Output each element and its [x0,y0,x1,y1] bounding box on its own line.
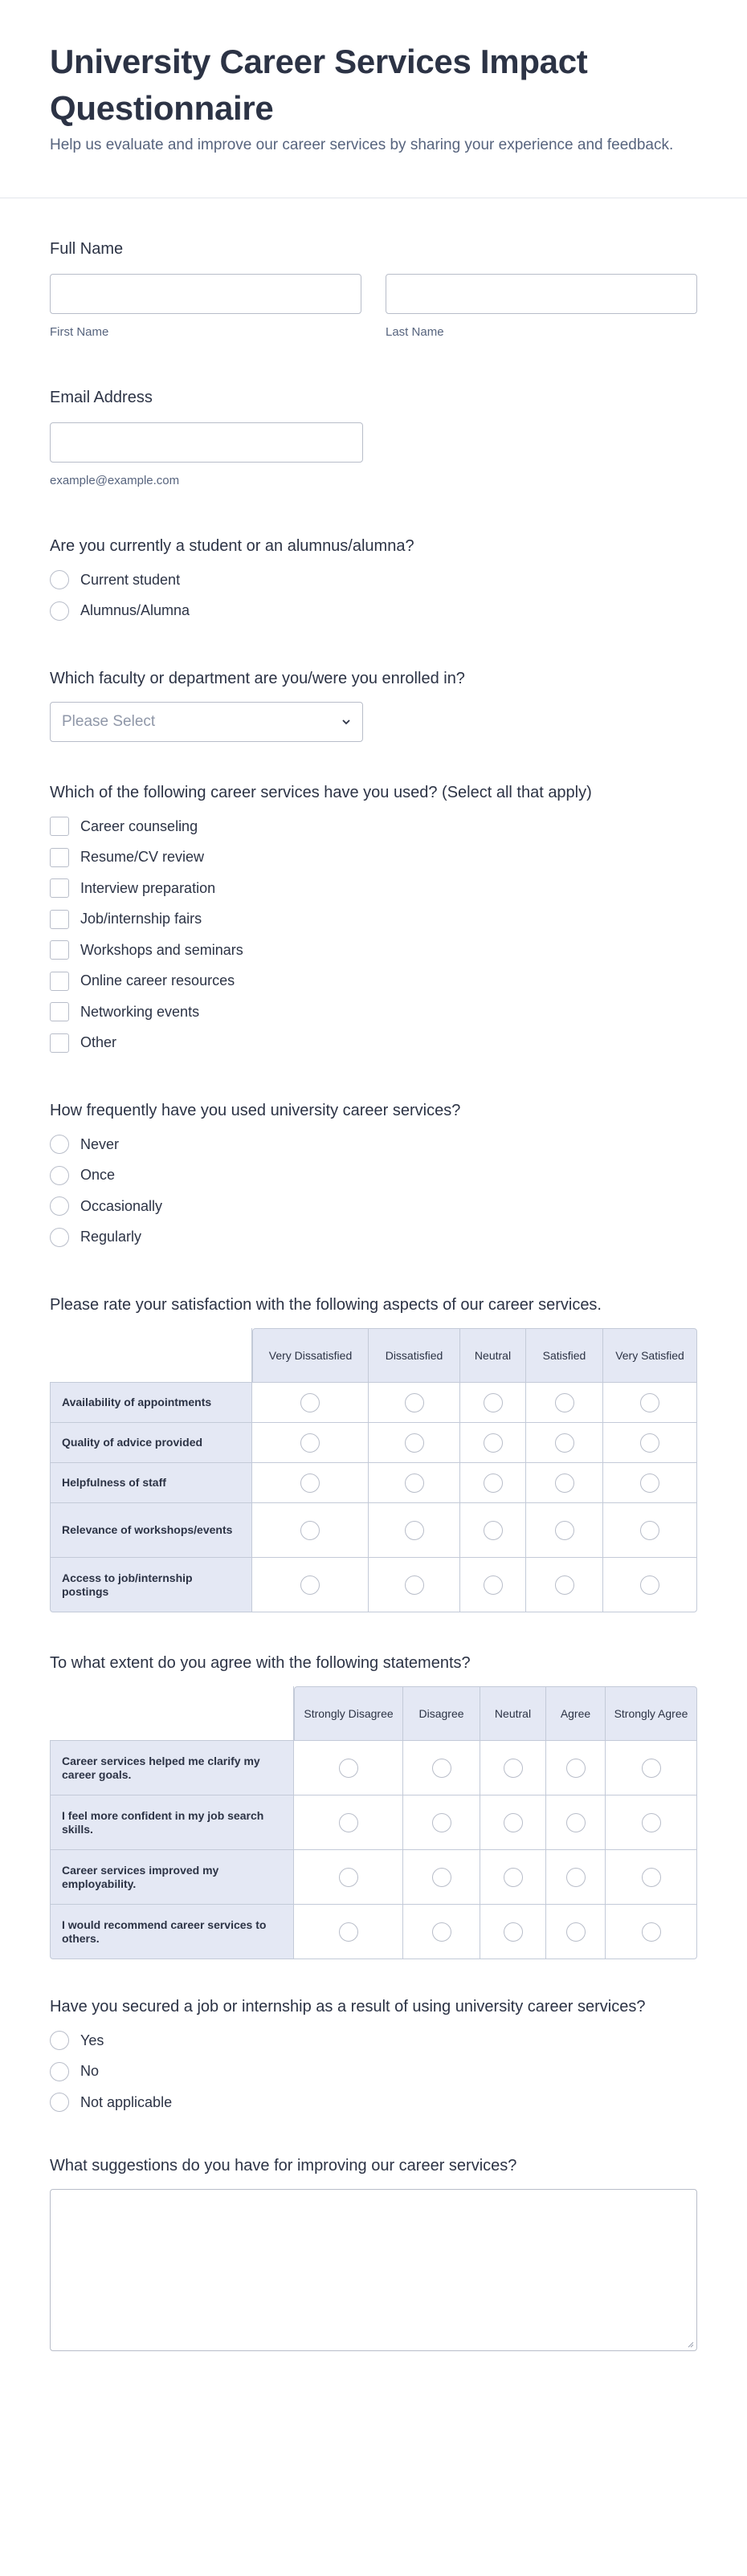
matrix-corner [50,1686,294,1741]
suggestions-field [50,2155,697,2351]
status-option[interactable] [50,596,697,627]
checkbox[interactable] [50,848,69,867]
last-name-sublabel: Last Name [386,325,444,339]
full-name-field [50,238,697,339]
option-label: Occasionally [80,1197,163,1214]
services-field [50,782,697,1058]
checkbox[interactable] [50,940,69,960]
radio-button[interactable] [50,1135,69,1154]
matrix-radio[interactable] [405,1473,424,1493]
option-label: Workshops and seminars [80,941,243,958]
radio-button[interactable] [50,1228,69,1247]
matrix-radio[interactable] [300,1393,320,1412]
matrix-column-header: Strongly Agree [606,1686,697,1741]
matrix-radio[interactable] [300,1575,320,1595]
matrix-radio[interactable] [640,1521,659,1540]
faculty-select[interactable] [50,702,363,742]
radio-button[interactable] [50,2062,69,2081]
matrix-radio[interactable] [405,1521,424,1540]
matrix-radio[interactable] [300,1473,320,1493]
matrix-radio[interactable] [405,1575,424,1595]
matrix-radio[interactable] [300,1521,320,1540]
first-name-sublabel: First Name [50,325,109,339]
form-content [0,198,747,2351]
matrix-radio[interactable] [484,1473,503,1493]
job-secured-option[interactable] [50,2056,697,2088]
matrix-radio[interactable] [504,1868,523,1887]
matrix-column-header: Strongly Disagree [294,1686,403,1741]
service-option[interactable] [50,966,697,997]
service-option[interactable] [50,873,697,904]
faculty-field [50,668,697,742]
frequency-label: How frequently have you used university career services? [50,1102,461,1119]
faculty-select-value: Please Select [62,713,156,730]
matrix-row-label: I feel more confident in my job search skills. [50,1795,294,1850]
satisfaction-matrix [50,1328,697,1612]
option-label: Not applicable [80,2093,173,2110]
matrix-radio[interactable] [566,1813,586,1832]
agreement-label: To what extent do you agree with the following statements? [50,1654,471,1672]
email-input[interactable] [50,422,363,463]
matrix-row-label: Quality of advice provided [50,1423,252,1463]
option-label: Job/internship fairs [80,911,202,927]
radio-button[interactable] [50,570,69,589]
matrix-radio[interactable] [484,1393,503,1412]
matrix-row-label: Availability of appointments [50,1383,252,1423]
matrix-radio[interactable] [339,1922,358,1942]
matrix-row [50,1423,697,1463]
matrix-radio[interactable] [640,1393,659,1412]
matrix-radio[interactable] [504,1759,523,1778]
status-label: Are you currently a student or an alumnus/alumna? [50,537,414,555]
status-option[interactable] [50,565,697,596]
email-label: Email Address [50,389,153,406]
form-header [0,0,747,198]
matrix-row [50,1503,697,1558]
frequency-option[interactable] [50,1160,697,1192]
matrix-radio[interactable] [484,1521,503,1540]
option-label: Current student [80,571,181,588]
email-field [50,387,697,487]
checkbox[interactable] [50,972,69,991]
matrix-radio[interactable] [640,1575,659,1595]
matrix-corner [50,1328,252,1383]
matrix-row [50,1850,697,1905]
matrix-row-label: Helpfulness of staff [50,1463,252,1503]
service-option[interactable] [50,842,697,874]
matrix-radio[interactable] [566,1759,586,1778]
matrix-column-header: Agree [546,1686,606,1741]
matrix-radio[interactable] [504,1813,523,1832]
last-name-input[interactable] [386,274,697,314]
radio-button[interactable] [50,1166,69,1185]
option-label: Other [80,1034,117,1051]
option-label: No [80,2063,100,2080]
matrix-row-label: Relevance of workshops/events [50,1503,252,1558]
service-option[interactable] [50,997,697,1028]
matrix-row [50,1558,697,1612]
matrix-radio[interactable] [640,1473,659,1493]
matrix-radio[interactable] [484,1575,503,1595]
matrix-radio[interactable] [432,1813,451,1832]
matrix-radio[interactable] [432,1868,451,1887]
services-label: Which of the following career services have you used? (Select all that apply) [50,784,592,801]
matrix-radio[interactable] [504,1922,523,1942]
matrix-row [50,1383,697,1423]
matrix-row-label: Access to job/internship postings [50,1558,252,1612]
suggestions-textarea[interactable] [50,2189,697,2351]
matrix-radio[interactable] [642,1813,661,1832]
checkbox[interactable] [50,910,69,929]
matrix-radio[interactable] [566,1868,586,1887]
matrix-radio[interactable] [339,1759,358,1778]
matrix-radio[interactable] [555,1393,574,1412]
option-label: Yes [80,2032,104,2048]
option-label: Interview preparation [80,879,216,896]
job-secured-option[interactable] [50,2087,697,2118]
checkbox[interactable] [50,878,69,898]
service-option[interactable] [50,811,697,842]
option-label: Resume/CV review [80,849,205,866]
radio-button[interactable] [50,1196,69,1216]
status-field [50,536,697,626]
service-option[interactable] [50,904,697,935]
matrix-column-header: Very Dissatisfied [252,1328,369,1383]
matrix-row-label: I would recommend career services to others. [50,1905,294,1959]
matrix-radio[interactable] [405,1433,424,1453]
matrix-radio[interactable] [432,1759,451,1778]
matrix-row-label: Career services improved my employability. [50,1850,294,1905]
matrix-radio[interactable] [484,1433,503,1453]
faculty-label: Which faculty or department are you/were you enrolled in? [50,670,465,687]
matrix-radio[interactable] [642,1922,661,1942]
suggestions-label: What suggestions do you have for improving our career services? [50,2156,517,2175]
checkbox[interactable] [50,1033,69,1053]
checkbox[interactable] [50,817,69,836]
radio-button[interactable] [50,2031,69,2050]
agreement-matrix [50,1686,697,1959]
frequency-field [50,1100,697,1253]
full-name-label: Full Name [50,240,124,258]
job-secured-field [50,1996,697,2118]
matrix-column-header: Neutral [460,1328,526,1383]
matrix-row [50,1905,697,1959]
option-label: Online career resources [80,972,235,989]
matrix-radio[interactable] [642,1759,661,1778]
service-option[interactable] [50,935,697,966]
matrix-radio[interactable] [300,1433,320,1453]
matrix-radio[interactable] [555,1575,574,1595]
radio-button[interactable] [50,601,69,621]
frequency-option[interactable] [50,1191,697,1222]
resize-grip-icon[interactable] [686,2340,694,2348]
frequency-option[interactable] [50,1222,697,1253]
matrix-radio[interactable] [566,1922,586,1942]
job-secured-label: Have you secured a job or internship as a result of using university career services? [50,1998,646,2016]
matrix-column-header: Satisfied [526,1328,603,1383]
matrix-row [50,1463,697,1503]
matrix-radio[interactable] [339,1813,358,1832]
form-title: University Career Services Impact Questionnaire [50,43,588,127]
matrix-radio[interactable] [555,1521,574,1540]
matrix-column-header: Disagree [403,1686,480,1741]
matrix-radio[interactable] [640,1433,659,1453]
option-label: Once [80,1167,116,1184]
matrix-row [50,1795,697,1850]
matrix-radio[interactable] [642,1868,661,1887]
job-secured-option[interactable] [50,2025,697,2056]
matrix-radio[interactable] [555,1433,574,1453]
option-label: Never [80,1135,120,1152]
matrix-row [50,1741,697,1795]
agreement-field [50,1653,697,1959]
option-label: Career counseling [80,817,198,834]
matrix-radio[interactable] [339,1868,358,1887]
form-subtitle: Help us evaluate and improve our career services by sharing your experience and feedback. [50,137,674,153]
matrix-column-header: Very Satisfied [603,1328,697,1383]
radio-button[interactable] [50,2093,69,2112]
chevron-down-icon [341,717,351,727]
option-label: Networking events [80,1003,200,1020]
satisfaction-field [50,1294,697,1612]
first-name-input[interactable] [50,274,361,314]
matrix-row-label: Career services helped me clarify my career goals. [50,1741,294,1795]
email-sublabel: example@example.com [50,474,180,487]
checkbox[interactable] [50,1002,69,1021]
satisfaction-label: Please rate your satisfaction with the following aspects of our career services. [50,1296,602,1314]
matrix-radio[interactable] [555,1473,574,1493]
service-option[interactable] [50,1028,697,1059]
matrix-column-header: Neutral [480,1686,546,1741]
matrix-radio[interactable] [405,1393,424,1412]
option-label: Alumnus/Alumna [80,602,190,619]
frequency-option[interactable] [50,1129,697,1160]
matrix-column-header: Dissatisfied [369,1328,460,1383]
option-label: Regularly [80,1229,142,1245]
matrix-radio[interactable] [432,1922,451,1942]
